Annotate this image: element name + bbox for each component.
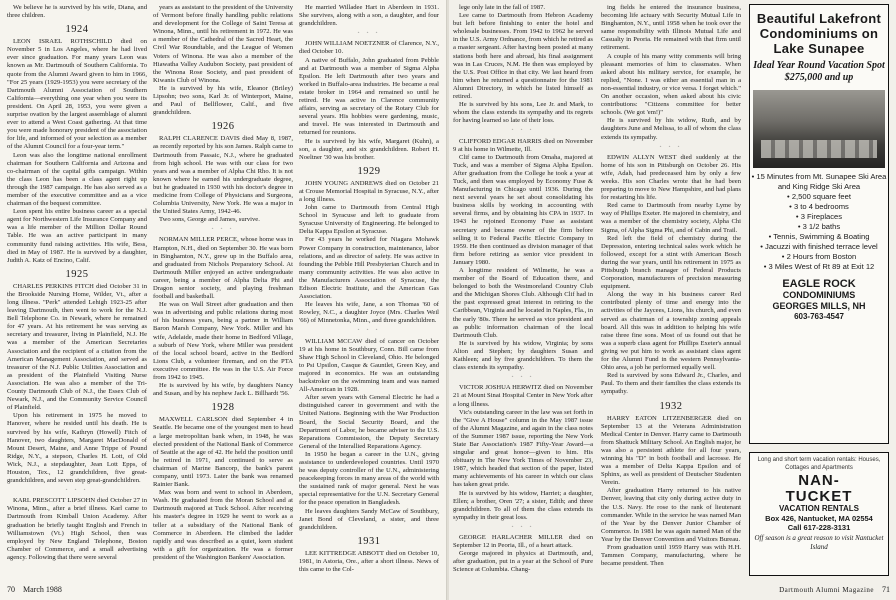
ad-feature: • 3 to 4 bedrooms xyxy=(789,202,849,211)
ad-feature-list xyxy=(750,172,888,272)
ad-headline: Beautiful Lakefront Condominiums on Lake Sunapee xyxy=(756,11,882,56)
obituary-paragraph: He is survived by his widow, Ruth, and by daughters June and Melissa, to all of whom the class extends its sympathy. xyxy=(601,117,741,141)
obituary-paragraph: KARL PRESCOTT LIPSOHN died October 27 in Winona, Minn., after a brief illness. Karl came to Dartmouth from Kimball Union Academy. After graduation he briefly taught English and French in Williamstown (Vt.) High School, then was employed by New England Telephone, Boston Chamber of Commerce, and a small advertising agency. Following that there were several xyxy=(7,497,147,561)
ad-location: GEORGES MILLS, NH xyxy=(772,301,866,311)
section-ornament: ◦ ◦ ◦ xyxy=(511,128,535,134)
obituary-paragraph: John came to Dartmouth from Central High School in Syracuse and left to graduate from Syracuse University of Engineering. He belonged to Delta Kappa Epsilon at Syracuse. xyxy=(299,204,439,236)
condominium-photo xyxy=(753,90,885,168)
obituary-paragraph: Lee came to Dartmouth from Hebron Academy but left before finishing to enter the hotel and wholesale businesses. From 1942 to 1962 he served in the U.S. Army Ordnance, from which he retired as a master sergeant. After having been posted at many stations both here and abroad, his final assignment was in Las Cruces, N.M. He then was employed by the U.S. Post Office in that city. We last heard from him when he returned a questionnaire for the 1981 Alumni Directory, in which he listed himself as retired. xyxy=(453,12,593,101)
right-page xyxy=(449,0,896,600)
obituary-paragraph: After graduation Harry returned to his native Denver, leaving that city only during active duty in the U.S. Navy. He rose to the rank of lieutenant commander. While in the service he was named Man of the Year by the Denver Junior Chamber of Commerce. In 1981 he was again named Man of the Year by the Denver Convention and Visitors Bureau. xyxy=(601,487,741,543)
obituary-paragraph: He leaves his wife, Jane, a son Thomas '60 of Rowley, N.C., a daughter Joyce (Mrs. Charles Weil '66) of Minnetonka, Minn., and three grandchildren. xyxy=(299,301,439,325)
obituary-paragraph: LEE KITTREDGE ABBOTT died on October 10, 1981, in Astoria, Ore., after a short illness. News of this came to the Col- xyxy=(299,549,439,573)
page-folio-left xyxy=(7,585,62,595)
ad-phone: Call 617-228-3131 xyxy=(787,523,851,532)
left-column-3 xyxy=(299,4,439,576)
ad-feature: • 3 Fireplaces xyxy=(795,212,843,221)
section-ornament: ◦ ◦ ◦ xyxy=(65,488,89,494)
class-year-heading: 1925 xyxy=(65,268,89,280)
class-year-heading: 1928 xyxy=(211,402,235,414)
obituary-paragraph: For 43 years he worked for Niagara Mohawk Power Company in construction, maintenance, labor relations, and as director of safety. He was active in founding the Pebble Hill Presbyterian Church and in many community activities. He was also active in the Manufacturers Association of Syracuse, the Edison Electric Institute, and the American Gas Association. xyxy=(299,236,439,301)
ad-brand: EAGLE ROCK xyxy=(782,278,856,290)
obituary-paragraph: George majored in physics at Dartmouth, and, after graduation, put in a year at the School of Pure Science at Columbia. Chang- xyxy=(453,550,593,574)
section-ornament: ◦ ◦ ◦ xyxy=(659,144,683,150)
ad-brand-sub: CONDOMINIUMS xyxy=(782,290,856,300)
obituary-paragraph: After seven years with General Electric he had a distinguished career in government and with the United Nations. Beginning with the War Production Board, the Social Security Board, and the Department of Labor, he became adviser to the U.S. Reparations Commission, the Deputy Secretary General of the Interallied Reparations Agency. xyxy=(299,394,439,450)
obituary-paragraph: He is survived by his sons, Lee Jr. and Mark, to whom the class extends its sympathy and its regrets for having learned so late of their loss. xyxy=(453,101,593,125)
obituary-paragraph: CLIFFORD EDGAR HARRIS died on November 9 at his home in Wilmette, Ill. xyxy=(453,137,593,153)
obituary-paragraph: He is survived by his widow, Harriet; a daughter, Ellen; a brother, Oren '27; a sister, Edith; and three grandchildren. To all of them the class extends its sympathy in their great loss. xyxy=(453,489,593,521)
nantucket-ad xyxy=(749,452,889,576)
obituary-paragraph: CHARLES PERKINS FITCH died October 31 in the Brookside Nursing Home, Wilder, Vt., after a long illness. "Perk" attended Lehigh 1923-25 after leaving Dartmouth, then went to work for the N.J. Bell Telephone Co. in Newark, where he remained for 47 years. At his retirement he was serving as secretary and treasurer, living in Plainfield, N.J. He was a member of the American Secretaries Association and the recipient of a citation from the American Management Association, and served as treasurer of the N.J. Public Utilities Association and as president of the Plainfield Visiting Nurse Association. He was also a member of the Tri-County Dartmouth Club of N.J., the Essex Club of Newark, N.J., and the Community Service Council of Plainfield. xyxy=(7,282,147,412)
obituary-paragraph: LEON ISRAEL ROTHSCHILD died on November 5 in Los Angeles, where he had lived ever since graduation. For many years Leon was known as Mr. Dartmouth of Southern California. To quote from the Alumni Award given to him in 1966, "For 25 years (1929-1953) you were secretary of the Dartmouth Alumni Association of Southern California—everything one year when you were its president. On April 28, 1953, you were given a surprise ovation by the largest assemblage of alumni ever to attend a West Coast gathering. At that time you were made honorary president of the association for life, and informed of your selection as a member of the Alumni Council for a four-year term." xyxy=(7,38,147,151)
page-number: 71 xyxy=(882,585,890,594)
obituary-paragraph: Vic's outstanding career in the law was set forth in the "Give A House" column in the May 1987 issue of the Alumni Magazine, and again in the class notes of the Summer 1987 issue, reporting the New York State Bar Association's 1987 Fifty-Year Award—a singular and great honor—given to him. His obituary in The New York Times of November 23, 1987, which headed that section of the paper, listed many achievements of his career in which our class has taken great pride. xyxy=(453,408,593,489)
nantucket-logo-top: NAN- xyxy=(798,472,840,489)
obituary-paragraph: A longtime resident of Wilmette, he was a member of the Board of Education there, and belonged to both the Westmoreland Country Club and the Michigan Shores Club. Although Clif had in the past expressed great interest in retiring to the Caribbean, Virginia and he located in Naples, Fla., in the early '80s. There he served as vice president and as public information chairman of the local Dartmouth Club. xyxy=(453,267,593,339)
obituary-paragraph: Leon spent his entire business career as a special agent for Northwestern Life Insurance Company and was a life member of the Million Dollar Round Table. He was an active participant in many community fund raising activities. His wife, Bess, died in May of 1987. He is survived by a daughter, Judith A. Katz of Encino, Calif. xyxy=(7,208,147,264)
section-ornament: ◦ ◦ ◦ xyxy=(211,227,235,233)
ad-blurb: Long and short term vacation rentals: Houses, Cottages and Apartments xyxy=(757,457,881,471)
class-year-heading: 1926 xyxy=(211,121,235,133)
obituary-paragraph: Along the way in his business career Red contributed plenty of time and energy into the activities of the Jaycees, Lions, his church, and even served as chairman of a township zoning appeals board. All this was in addition to helping his wife raise three fine sons. Most of us found out that he was a superb class agent for Phillips Exeter's annual giving we put him to work as assistant class agent for the Alumni Fund in the western Pennsylvania-Ohio area, a job he performed equally well. xyxy=(601,291,741,372)
obituary-paragraph: He leaves daughters Sandy McCaw of Southbury, Janet Bond of Cleveland, a sister, and three grandchildren. xyxy=(299,507,439,531)
obituary-paragraph: Red is survived by sons Edward Jr., Charles, and Paul. To them and their families the class extends its sympathy. xyxy=(601,372,741,396)
ad-tagline: VACATION RENTALS xyxy=(779,504,859,513)
class-year-heading: 1929 xyxy=(357,165,381,177)
ad-phone: 603-763-4547 xyxy=(794,312,844,321)
section-ornament: ◦ ◦ ◦ xyxy=(511,375,535,381)
ad-address: Box 426, Nantucket, MA 02554 xyxy=(765,514,873,523)
nantucket-logo-bottom: TUCKET xyxy=(785,488,853,505)
obituary-paragraph: He is survived by his wife, Eleanor (Briley) Lipsohn; two sons, Karl Jr. of Winterport, Maine, and Paul of Bellflower, Calif., and five grandchildren. xyxy=(153,84,293,117)
ad-feature: • 2,500 square feet xyxy=(787,192,851,201)
right-column-1 xyxy=(453,4,593,576)
section-ornament: ◦ ◦ ◦ xyxy=(511,524,535,530)
obituary-paragraph: Leon was also the longtime national enrollment chairman for Southern California and Arizona and co-chairman of the capital gifts campaign. Within the class Leon has been a class agent right up through the 1987 campaign. He has also served as a member of the executive committee and as a vice chairman of the bequest committee. xyxy=(7,151,147,208)
ad-feature: • 3 1/2 baths xyxy=(797,222,841,231)
ad-feature: • Jacuzzi with finished terrace level xyxy=(760,242,878,251)
obituary-paragraph: MAXWELL CARLSON died September 4 in Seattle. He became one of the youngest men to head a large metropolitan bank when, in 1948, he was elected president of the National Bank of Commerce of Seattle at the age of 42. He held the position until he retired in 1971, and continued to serve as chairman of Marine Bancorp, the bank's parent company, until 1973. Later the bank was renamed Rainier Bank. xyxy=(153,416,293,489)
page-number: 70 xyxy=(7,585,15,594)
obituary-paragraph: Clif came to Dartmouth from Omaha, majored at Tuck, and was a member of Sigma Alpha Epsilon. After graduation from the College he took a year at Tuck, and then was employed by Economy Fuse & Manufacturing in Chicago until 1936. During the next several years he set about consolidating his business skills by working in accounting with several firms, and by obtaining his CPA in 1937. In 1943 he rejoined Economy Fuse as assistant secretary and became owner of the firm before selling it to Federal Pacific Electric Company in 1959. He then continued as division manager of that firm before retiring as senior vice president in January 1980. xyxy=(453,153,593,266)
ad-feature: • Tennis, Swimming & Boating xyxy=(768,232,870,241)
obituary-paragraph: RALPH CLARENCE DAVIS died May 8, 1987, as recently reported by his son James. Ralph came to Dartmouth from Passaic, N.J., where he graduated from high school. He was with our class for two years and was a member of Alpha Chi Rho. It is not known where he earned his undergraduate degree, but he graduated in 1930 with his doctor's degree in medicine from College of Physicians and Surgeons, Columbia University, New York. He was a major in the United States Army, 1942-46. xyxy=(153,135,293,216)
class-year-heading: 1924 xyxy=(65,24,89,36)
obituary-paragraph: JOHN WILLIAM NOETZNER of Clarence, N.Y., died October 10. xyxy=(299,40,439,56)
obituary-paragraph: years as assistant to the president of the University of Vermont before finally handling public relations and development for the College of Saint Teresa at Winona, Minn., until his retirement in 1972. He was a member of the Cathedral of the Sacred Heart, the Civil War Roundtable, and the League of Women Voters of Winona. He was also a member of the Hiawatha Valley Audubon Society, past president of the Winona Rose Society, and past president of Kiwanis Club of Winona. xyxy=(153,4,293,84)
left-column-2 xyxy=(153,4,293,576)
section-ornament: ◦ ◦ ◦ xyxy=(357,328,381,334)
left-page xyxy=(0,0,447,600)
right-column-2 xyxy=(601,4,741,576)
obituary-paragraph: Two sons, George and James, survive. xyxy=(159,216,260,224)
issue-date: March 1988 xyxy=(23,585,62,594)
obituary-paragraph: Red came to Dartmouth from nearby Lyme by way of Phillips Exeter. He majored in chemistry, and was a member of the chemistry society, Alpha Chi Sigma, of Alpha Sigma Phi, and of Cabin and Trail. xyxy=(601,202,741,234)
obituary-paragraph: WILLIAM MCCAW died of cancer on October 19 at his home in Southbury, Conn. Bill came from Shaw High School in Cleveland, Ohio. He belonged to Psi Upsilon, Casque & Gauntlet, Green Key, and majored in economics. He was an outstanding backstroker on the swimming team and was named All-American in 1928. xyxy=(299,337,439,394)
obituary-paragraph: GEORGE HARLACHER MILLER died on September 12 in Peoria, Ill., of a heart attack. xyxy=(453,534,593,550)
class-year-heading: 1931 xyxy=(357,535,381,547)
obituary-paragraph: He married Willadee Hart in Aberdeen in 1931. She survives, along with a son, a daughter, and four grandchildren. xyxy=(299,4,439,28)
obituary-paragraph: JOHN YOUNG ANDREWS died on October 21 at Crouse Memorial Hospital in Syracuse, N.Y., after a long illness. xyxy=(299,179,439,203)
obituary-paragraph: NORMAN MILLER PERCE, whose home was in Hampton, N.H., died on September 30. He was born in Binghamton, N.Y., grew up in the Buffalo area, and graduated from Nichols Preparatory School. At Dartmouth Miller enjoyed an active undergraduate career, being a member of Alpha Delta Phi and Dragon senior society, and playing freshman football and basketball. xyxy=(153,236,293,301)
ad-feature: • 2 Hours from Boston xyxy=(781,252,857,261)
obituary-paragraph: A native of Buffalo, John graduated from Pebble and at Dartmouth was a member of Sigma Alpha Epsilon. He left Dartmouth after two years and worked in Buffalo-area industries. He became a real estate broker in 1964 and remained so until he retired. He was active in Clarence community affairs, serving as secretary of the Rotary Club for several years. His hobbies were gardening, music, and travel. He was interested in Dartmouth and returned for reunions. xyxy=(299,56,439,137)
obituary-paragraph: He is survived by his wife, by daughters Nancy and Susan, and by his nephew Jack L. Billhardt '56. xyxy=(153,382,293,398)
obituary-paragraph: In 1950 he began a career in the U.N., giving assistance to underdeveloped countries. Until 1970 he was deputy controller of the U.N., administering peacekeeping forces in many areas of the world with the sustained rank of major general. Next he was special representative for the U.N. Secretary General for the peace operation in Bangladesh. xyxy=(299,450,439,507)
obituary-paragraph: EDWIN ALLYN WEST died suddenly at the home of his son in Pittsburgh on October 26. His wife, Adah, had predeceased him by only a few weeks. His son Charles wrote that he had been preparing to move to New Hampshire, and had plans for restarting his life. xyxy=(601,153,741,202)
class-year-heading: 1932 xyxy=(659,400,683,412)
obituary-paragraph: Upon his retirement in 1975 he moved to Hanover, where he resided until his death. He is survived by his wife, Kathryn (Howell) Fitch of Hanover, two daughters, Margaret MacDonald of Mount Desert, Maine, and Anne Trippe of Pound Ridge, N.Y., a stepson, Charles H. Lott, of Old Wick, N.J., a stepdaughter, Jean Lott Epps, of Houston, Tex., 12 grandchildren, five great-grandchildren, and seven step great-grandchildren. xyxy=(7,412,147,485)
obituary-paragraph: He is survived by his wife, Margaret (Kuhn), a son, a daughter, and six grandchildren. Robert H. Noeltner '30 was his brother. xyxy=(299,137,439,161)
obituary-paragraph: Max was born and went to school in Aberdeen, Wash. He graduated from the Moran School and at Dartmouth majored at Tuck School. After receiving his master's degree in 1929 he went to work as a teller at a subsidiary of the National Bank of Commerce in Aberdeen. He climbed the ladder rapidly and was described as a quiet, keen student with a gift for organization. He was a former president of the Washington Bankers' Association. xyxy=(153,489,293,561)
obituary-paragraph: He is survived by his widow, Virginia; by sons Alton and Stephen; by daughters Susan and Kathleen; and by five grandchildren. To them the class extends its sympathy. xyxy=(453,339,593,372)
obituary-paragraph: Red left the field of chemistry during the Depression, entering technical sales work which he followed, except for a stint with American Bosch during the war years, until his retirement in 1975 as Pittsburgh branch manager of Federal Products Corporation, manufacturers of precision measuring equipment. xyxy=(601,234,741,291)
obituary-paragraph: ing fields he entered the insurance business, becoming life actuary with Security Mutual Life in Binghamton, N.Y., until 1958 when he took over the same responsibility with Illinois Mutual Life and Casualty in Peoria. He remained with that firm until retirement. xyxy=(601,4,741,52)
obituary-paragraph: lege only late in the fall of 1987. xyxy=(459,4,546,11)
magazine-name: Dartmouth Alumni Magazine xyxy=(779,586,874,594)
obituary-paragraph: He was on Wall Street after graduation and then was in advertising and public relations during most of his business years, being a partner in William Baron Marsh Company, New York. Miller and his wife, Adelaide, made their home in Bedford Village, a suburb of New York, where Miller was president of the local school board, active in the Bedford Lions Club, a volunteer fireman, and on the PTA executive committee. He was in the U.S. Air Force from 1942 to 1945. xyxy=(153,301,293,382)
obituary-paragraph: HARRY EATON LITZENBERGER died on September 13 at the Veterans Administration Medical Center in Denver. Harry came to Dartmouth from Shattuck Military School. An English major, he was also a persistent athlete for all four years, winning his "D" in both football and lacrosse. He was a member of Delta Kappa Epsilon and of Sphinx, as well as president of Deutscher Studenten Verein. xyxy=(601,414,741,487)
section-ornament: ◦ ◦ ◦ xyxy=(357,31,381,37)
left-column-1 xyxy=(7,4,147,576)
ad-subheadline: Ideal Year Round Vacation Spot $275,000 and up xyxy=(753,60,885,83)
eagle-rock-ad xyxy=(749,4,889,444)
obituary-paragraph: We believe he is survived by his wife, Diana, and three children. xyxy=(7,4,147,20)
obituary-paragraph: A couple of his many witty comments will bring pleasant memories of him to classmates. When asked about his military service, for example, he replied, "None. I was either an essential man in a non-essential industry, or vice versa. I forget which." On another occasion, when asked about his civic contributions: "Citizens committee for better schools. (We got 'em!)" xyxy=(601,52,741,117)
page-folio-right xyxy=(779,585,890,595)
ad-season-note: Off season is a great reason to visit Nantucket Island xyxy=(754,534,884,551)
obituary-paragraph: From graduation until 1959 Harry was with H.H. Tammen Company, manufacturing, where he became president. Then xyxy=(601,544,741,568)
ad-feature: • 15 Minutes from Mt. Sunapee Ski Area and King Ridge Ski Area xyxy=(751,172,887,191)
obituary-paragraph: VICTOR JOSHUA HERWITZ died on November 21 at Mount Sinai Hospital Center in New York after a long illness. xyxy=(453,384,593,408)
ad-feature: • 3 Miles West of Rt 89 at Exit 12 xyxy=(763,262,875,271)
